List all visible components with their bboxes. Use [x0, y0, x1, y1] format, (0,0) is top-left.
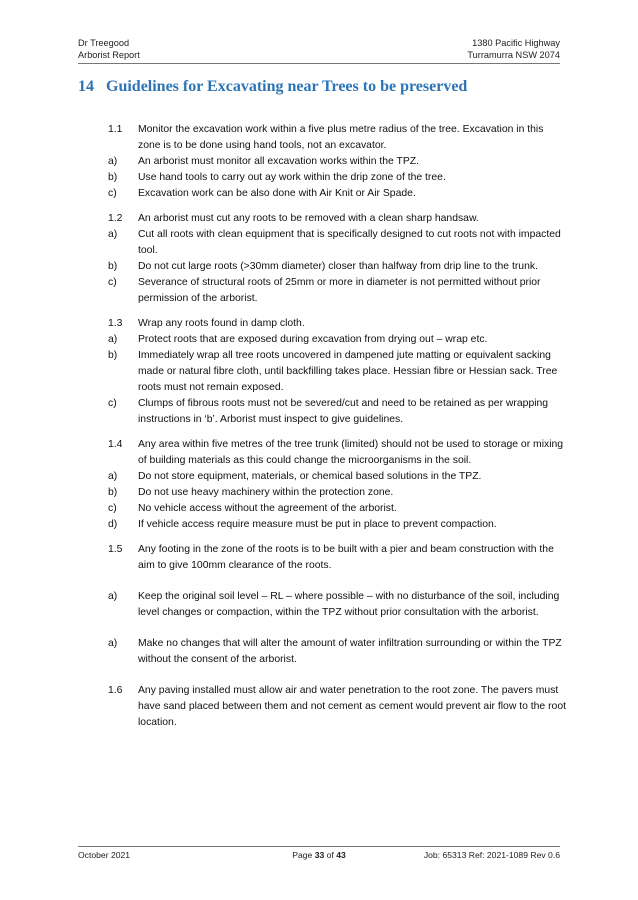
header-divider: [78, 63, 560, 64]
list-item: [108, 122, 566, 154]
list-item: [108, 154, 566, 170]
section-number: 14: [78, 78, 94, 95]
item-text: Any paving installed must allow air and water penetration to the root zone. The pavers must have sand placed between them and not cement as cement would prevent air flow to the root location.: [138, 685, 567, 728]
item-key: b): [108, 487, 118, 498]
list-item: [108, 348, 566, 396]
item-key: 1.4: [108, 439, 123, 450]
list-item: [108, 542, 566, 574]
list-item: [108, 469, 566, 485]
item-text: Cut all roots with clean equipment that is specifically designed to cut roots not with impacted tool.: [138, 229, 561, 256]
list-item: [108, 396, 566, 428]
guidelines-list: [108, 122, 566, 731]
item-text: Do not cut large roots (>30mm diameter) closer than halfway from drip line to the trunk.: [138, 261, 538, 272]
item-key: a): [108, 591, 118, 602]
item-text: Any footing in the zone of the roots is to be built with a pier and beam construction with the aim to give 100mm clearance of the roots.: [138, 544, 554, 571]
item-text: Do not store equipment, materials, or chemical based solutions in the TPZ.: [138, 471, 482, 482]
item-key: b): [108, 261, 118, 272]
item-key: c): [108, 398, 117, 409]
list-item: [108, 636, 566, 668]
item-key: a): [108, 229, 118, 240]
footer-job-ref: Job: 65313 Ref: 2021-1089 Rev 0.6: [423, 850, 560, 860]
item-key: a): [108, 156, 118, 167]
item-key: c): [108, 503, 117, 514]
item-key: c): [108, 277, 117, 288]
item-key: 1.6: [108, 685, 123, 696]
item-key: a): [108, 471, 118, 482]
item-text: No vehicle access without the agreement of the arborist.: [138, 503, 397, 514]
item-text: Clumps of fibrous roots must not be severed/cut and need to be retained as per wrapping instructions in ‘b’. Arborist must inspect to give guidelines.: [138, 398, 549, 425]
item-text: An arborist must cut any roots to be removed with a clean sharp handsaw.: [138, 213, 479, 224]
item-text: Wrap any roots found in damp cloth.: [138, 318, 305, 329]
item-text: Do not use heavy machinery within the protection zone.: [138, 487, 394, 498]
list-item: [108, 259, 566, 275]
footer-divider: [78, 846, 560, 847]
list-item: [108, 517, 566, 533]
address-line1: 1380 Pacific Highway: [472, 38, 560, 48]
list-item: [108, 683, 566, 731]
item-key: d): [108, 519, 118, 530]
list-item: [108, 501, 566, 517]
list-item: [108, 227, 566, 259]
list-item: [108, 589, 566, 621]
item-text: Monitor the excavation work within a five plus metre radius of the tree. Excavation in this zone is to be done using hand tools, not an excavator.: [138, 124, 544, 151]
page-of: of: [324, 850, 337, 860]
page-current: 33: [314, 850, 325, 860]
item-key: a): [108, 638, 118, 649]
address-line2: Turramurra NSW 2074: [467, 49, 560, 60]
footer-date: October 2021: [78, 850, 131, 860]
list-item: [108, 485, 566, 501]
section-title: Guidelines for Excavating near Trees to be preserved: [106, 78, 468, 95]
item-text: An arborist must monitor all excavation works within the TPZ.: [138, 156, 420, 167]
item-text: Keep the original soil level – RL – where possible – with no disturbance of the soil, including level changes or compaction, within the TPZ without prior consultation with the arborist.: [138, 591, 560, 618]
author-name: Dr Treegood: [78, 38, 130, 48]
list-item: [108, 437, 566, 469]
item-text: Protect roots that are exposed during excavation from drying out – wrap etc.: [138, 334, 488, 345]
item-key: a): [108, 334, 118, 345]
page-header: [78, 38, 560, 62]
item-text: Severance of structural roots of 25mm or more in diameter is not permitted without prior permission of the arborist.: [138, 277, 541, 304]
item-key: 1.1: [108, 124, 123, 135]
list-item: [108, 211, 566, 227]
list-item: [108, 186, 566, 202]
item-text: Immediately wrap all tree roots uncovered in dampened jute matting or equivalent sacking made or natural fibre cloth, until backfilling takes place. Hessian fibre or Hessian sack. Tree roots must not remain exposed.: [138, 350, 558, 393]
item-key: 1.3: [108, 318, 123, 329]
item-key: c): [108, 188, 117, 199]
item-text: Make no changes that will alter the amount of water infiltration surrounding or within the TPZ without the consent of the arborist.: [138, 638, 562, 665]
item-text: Use hand tools to carry out ay work within the drip zone of the tree.: [138, 172, 446, 183]
list-item: [108, 170, 566, 186]
list-item: [108, 332, 566, 348]
report-type: Arborist Report: [78, 49, 140, 60]
item-text: If vehicle access require measure must be put in place to prevent compaction.: [138, 519, 497, 530]
list-item: [108, 275, 566, 307]
header-right: [467, 38, 560, 61]
item-key: b): [108, 172, 118, 183]
section-heading: [78, 78, 578, 96]
item-key: b): [108, 350, 118, 361]
item-key: 1.5: [108, 544, 123, 555]
page-total: 43: [336, 850, 346, 860]
page-footer: [78, 850, 560, 864]
item-key: 1.2: [108, 213, 123, 224]
header-left: [78, 38, 140, 61]
item-text: Any area within five metres of the tree trunk (limited) should not be used to storage or mixing of building materials as this could change the microorganisms in the soil.: [138, 439, 564, 466]
page-prefix: Page: [292, 850, 315, 860]
item-text: Excavation work can be also done with Air Knit or Air Spade.: [138, 188, 416, 199]
list-item: [108, 316, 566, 332]
